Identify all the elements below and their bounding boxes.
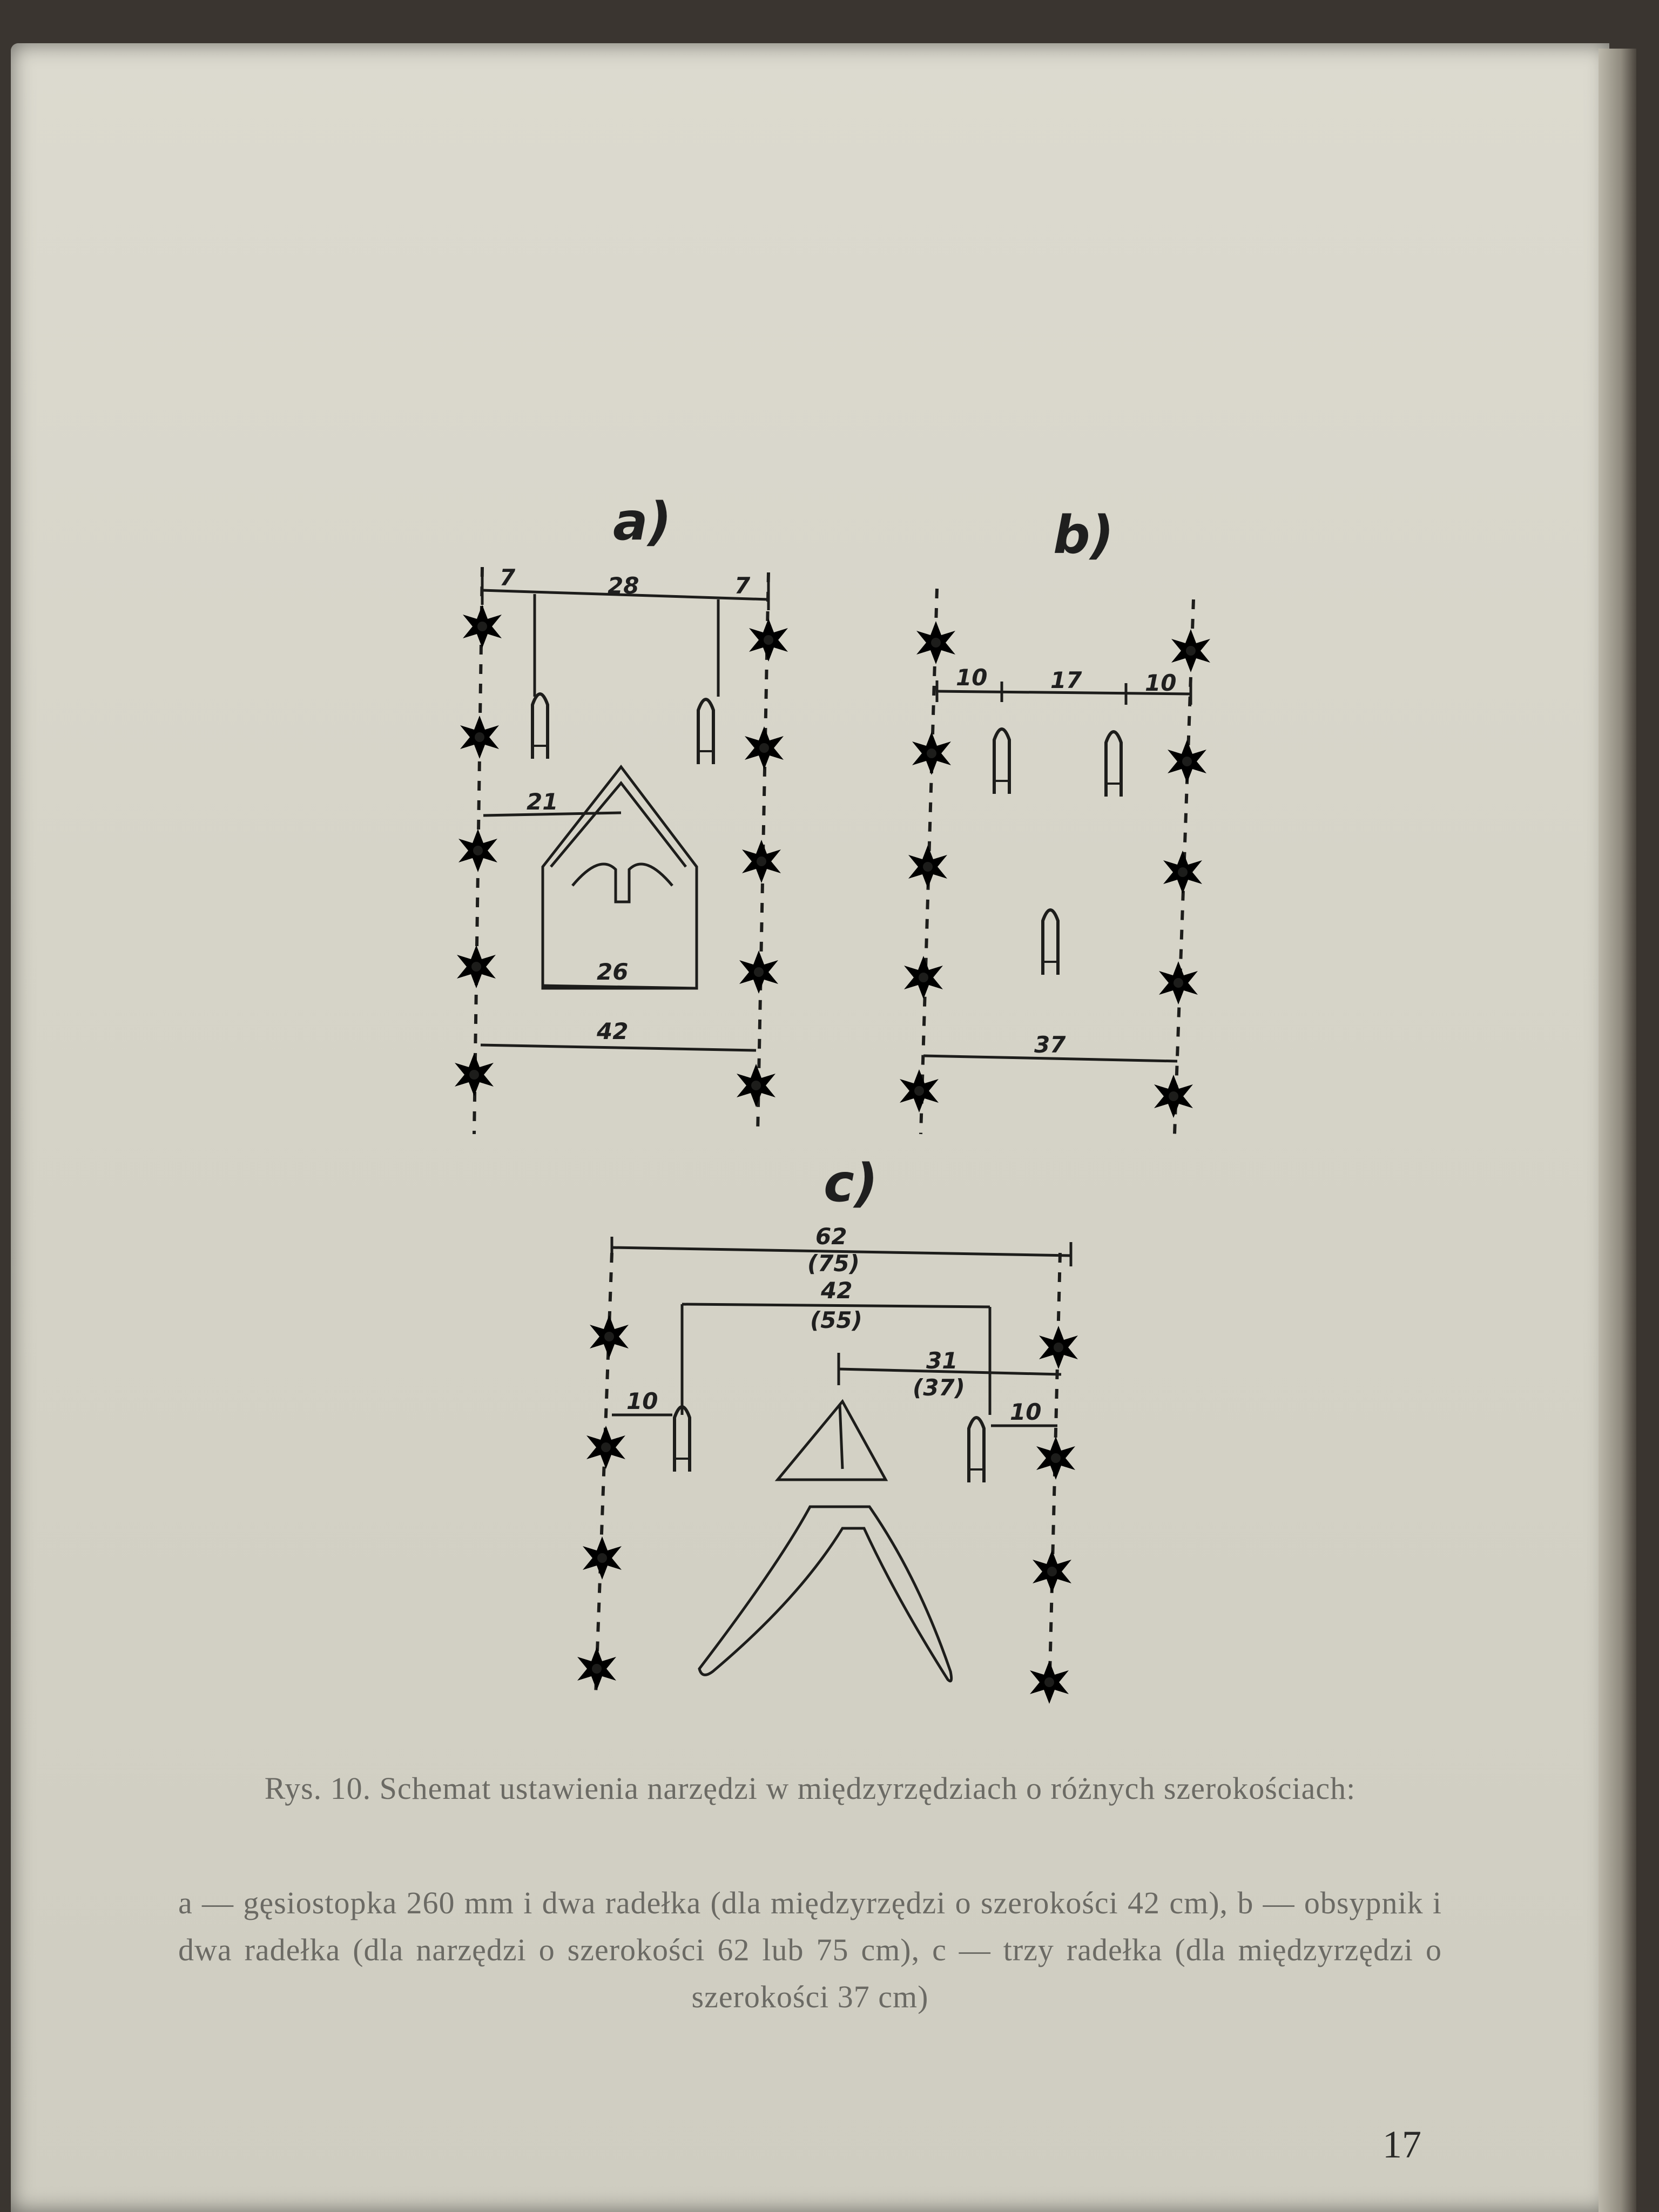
dim-a-spacing: 28 (608, 572, 639, 599)
dim-a-left: 7 (500, 564, 516, 591)
dim-a-ridger-offset: 21 (527, 788, 558, 815)
page-number: 17 (1382, 2123, 1421, 2166)
star-icon (577, 1647, 616, 1690)
dim-c-left: 10 (626, 1388, 658, 1414)
dim-c-half: 31 (926, 1347, 958, 1374)
star-icon (745, 726, 784, 770)
star-icon (1163, 851, 1202, 894)
star-icon (463, 605, 502, 648)
tine-icon (532, 694, 548, 759)
dim-a-right: 7 (734, 572, 751, 599)
star-icon (583, 1536, 622, 1580)
dim-b-row-width: 37 (1034, 1031, 1066, 1058)
dim-b-right: 10 (1145, 670, 1177, 696)
star-icon (458, 829, 497, 872)
star-icon (908, 845, 947, 888)
dim-a-ridger-width: 26 (597, 959, 629, 985)
dim-c-half-alt: (37) (913, 1374, 965, 1401)
dim-c-inner-alt: (55) (810, 1307, 862, 1333)
star-icon (590, 1315, 629, 1358)
dim-b-spacing: 17 (1050, 667, 1082, 693)
caption-title: Rys. 10. Schemat ustawienia narzędzi w międzyrzędziach o różnych szerokościach: (264, 1771, 1356, 1806)
dim-c-right: 10 (1010, 1399, 1042, 1425)
star-icon (1159, 961, 1198, 1004)
star-icon (1171, 629, 1210, 672)
figure-c-label: c) (824, 1153, 878, 1213)
star-icon (739, 950, 778, 994)
star-icon (916, 621, 955, 664)
star-icon (460, 716, 499, 759)
star-icon (586, 1426, 625, 1469)
caption-legend: a — gęsiostopka 260 mm i dwa radełka (dla międzyrzędzi o szerokości 42 cm), b — obsypnik i dwa radełka (dla narzędzi o szerokości 62 lub 75 cm), c — trzy radełka (dla międzyrzędzi o szerokości 37 cm) (178, 1885, 1442, 2014)
dim-b-left: 10 (956, 664, 988, 691)
star-icon (737, 1064, 775, 1107)
dim-c-inner: 42 (821, 1277, 853, 1304)
star-icon (1039, 1326, 1078, 1369)
tine-icon (698, 699, 713, 764)
tine-icon (969, 1418, 984, 1482)
dim-c-outer-alt: (75) (807, 1250, 860, 1277)
dim-a-row-width: 42 (597, 1018, 629, 1044)
star-icon (1036, 1437, 1075, 1480)
figure-caption (178, 1766, 1442, 1811)
star-icon (1154, 1075, 1193, 1118)
star-icon (1033, 1550, 1071, 1593)
star-icon (749, 618, 788, 662)
star-icon (912, 732, 951, 775)
star-icon (457, 945, 496, 988)
star-icon (900, 1069, 939, 1112)
tine-icon (675, 1407, 690, 1472)
star-icon (904, 956, 943, 999)
star-icon (455, 1053, 494, 1096)
tine-icon (1106, 732, 1121, 797)
star-icon (742, 840, 781, 883)
figure-b-label: b) (1053, 505, 1114, 565)
tine-icon (1043, 910, 1058, 975)
star-icon (1168, 740, 1206, 783)
tine-icon (994, 729, 1009, 794)
figure-a-label: a) (613, 491, 672, 552)
dim-c-outer: 62 (815, 1223, 847, 1250)
star-icon (1030, 1661, 1069, 1704)
